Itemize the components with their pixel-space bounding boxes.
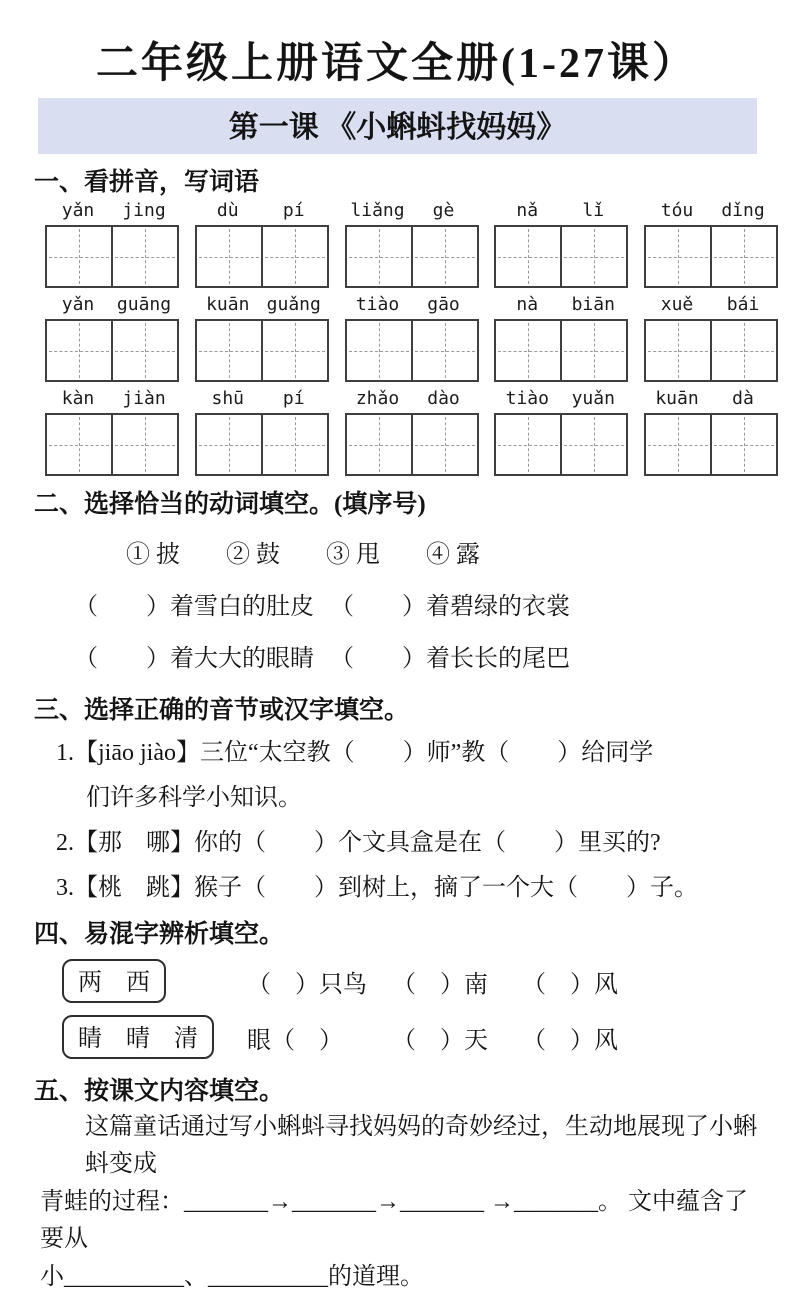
- pinyin-syllable: lǐ: [582, 200, 605, 221]
- pinyin-word-group: [45, 200, 179, 288]
- section-verbs: [0, 484, 793, 673]
- pinyin-labels: [494, 388, 628, 413]
- writing-cell: [411, 415, 477, 474]
- verb-options: [126, 534, 793, 569]
- writing-cell: [197, 415, 261, 474]
- writing-cell: [411, 227, 477, 286]
- choice-item-line: 3.【桃 跳】猴子（ ）到树上，摘了一个大（ ）子。: [56, 875, 698, 901]
- writing-cell: [710, 227, 776, 286]
- writing-cell: [560, 321, 626, 380]
- pinyin-word-group: [45, 294, 179, 382]
- pinyin-syllable: nà: [516, 294, 539, 315]
- pinyin-row: [45, 294, 778, 382]
- writing-cell: [646, 321, 710, 380]
- pinyin-syllable: kuān: [655, 388, 699, 409]
- section-mix: [0, 914, 793, 1059]
- pinyin-syllable: guǎng: [266, 294, 321, 315]
- writing-box-pair: [195, 225, 329, 288]
- writing-box-pair: [345, 319, 479, 382]
- pinyin-syllable: xuě: [660, 294, 694, 315]
- mix-rows: [0, 959, 793, 1059]
- verb-fill-item: （ ）着碧绿的衣裳: [330, 594, 570, 620]
- pinyin-labels: [45, 388, 179, 413]
- pinyin-syllable: tiào: [505, 388, 549, 409]
- writing-cell: [347, 227, 411, 286]
- mix-fill-item: （ ）南: [392, 971, 488, 998]
- writing-cell: [111, 321, 177, 380]
- mix-fill-item: （ ）风: [522, 1027, 618, 1054]
- pinyin-syllable: dào: [427, 388, 460, 409]
- pinyin-word-group: [345, 388, 479, 476]
- section-pinyin-heading: 一、看拼音，写词语: [34, 169, 260, 196]
- mix-fill-item: （ ）只鸟: [247, 971, 367, 998]
- writing-cell: [197, 227, 261, 286]
- writing-box-pair: [345, 413, 479, 476]
- pinyin-syllable: yǎn: [61, 294, 95, 315]
- pinyin-syllable: pí: [282, 200, 305, 221]
- section-pinyin: [0, 162, 793, 476]
- pinyin-word-group: [345, 294, 479, 382]
- pinyin-word-group: [345, 200, 479, 288]
- pinyin-syllable: liǎng: [350, 200, 405, 221]
- writing-cell: [47, 227, 111, 286]
- pinyin-labels: [644, 200, 778, 225]
- writing-box-pair: [644, 319, 778, 382]
- writing-cell: [47, 415, 111, 474]
- writing-box-pair: [45, 413, 179, 476]
- writing-cell: [197, 321, 261, 380]
- pinyin-syllable: shū: [211, 388, 244, 409]
- pinyin-syllable: pí: [282, 388, 305, 409]
- pinyin-row: [45, 200, 778, 288]
- writing-cell: [560, 227, 626, 286]
- section-choice-heading: 三、选择正确的音节或汉字填空。: [34, 697, 410, 724]
- pinyin-syllable: kàn: [61, 388, 95, 409]
- writing-cell: [710, 321, 776, 380]
- lesson-banner: [38, 98, 757, 154]
- pinyin-syllable: tóu: [660, 200, 694, 221]
- choice-items: [0, 735, 793, 906]
- writing-cell: [560, 415, 626, 474]
- pinyin-labels: [494, 294, 628, 319]
- verb-option: ② 鼓: [226, 542, 280, 568]
- pinyin-syllable: kuān: [206, 294, 250, 315]
- content-paragraph: [0, 1109, 793, 1296]
- pinyin-syllable: bái: [726, 294, 760, 315]
- mix-fill-item: 眼（ ）: [247, 1027, 343, 1054]
- option-box-wrap: [62, 1015, 247, 1059]
- writing-box-pair: [494, 225, 628, 288]
- option-box: 睛 晴 清: [62, 1015, 214, 1059]
- writing-cell: [261, 227, 327, 286]
- pinyin-word-group: [644, 294, 778, 382]
- pinyin-word-group: [45, 388, 179, 476]
- writing-cell: [496, 415, 560, 474]
- verb-fill-item: （ ）着长长的尾巴: [330, 646, 570, 672]
- content-line: 小__________、__________的道理。: [40, 1264, 424, 1290]
- pinyin-syllable: dǐng: [721, 200, 765, 221]
- pinyin-labels: [195, 200, 329, 225]
- pinyin-word-group: [195, 294, 329, 382]
- pinyin-syllable: biān: [571, 294, 615, 315]
- section-content-heading: 五、按课文内容填空。: [34, 1078, 285, 1105]
- pinyin-syllable: zhǎo: [355, 388, 400, 409]
- mix-fill-item: （ ）风: [522, 971, 618, 998]
- writing-box-pair: [195, 413, 329, 476]
- verb-option: ④ 露: [426, 542, 480, 568]
- pinyin-word-group: [494, 388, 628, 476]
- mix-row: [62, 1015, 793, 1059]
- pinyin-labels: [494, 200, 628, 225]
- pinyin-word-group: [494, 294, 628, 382]
- pinyin-syllable: nǎ: [516, 200, 539, 221]
- worksheet-page: [0, 30, 793, 1290]
- verb-fill-item: （ ）着雪白的肚皮: [74, 594, 314, 620]
- section-choice: [0, 690, 793, 906]
- content-line: 青蛙的过程：_______→_______→_______ →_______。 文中蕴含了要从: [40, 1189, 748, 1252]
- writing-cell: [411, 321, 477, 380]
- writing-cell: [496, 321, 560, 380]
- pinyin-labels: [345, 294, 479, 319]
- choice-item-line: 1.【jiāo jiào】三位“太空教（ ）师”教（ ）给同学: [56, 740, 654, 766]
- pinyin-syllable: jing: [122, 200, 166, 221]
- writing-cell: [646, 415, 710, 474]
- pinyin-syllable: dù: [216, 200, 239, 221]
- content-line: 这篇童话通过写小蝌蚪寻找妈妈的奇妙经过，生动地展现了小蝌蚪变成: [85, 1114, 757, 1177]
- writing-cell: [496, 227, 560, 286]
- writing-box-pair: [345, 225, 479, 288]
- pinyin-syllable: dà: [732, 388, 754, 409]
- writing-cell: [111, 227, 177, 286]
- pinyin-labels: [45, 294, 179, 319]
- pinyin-row: [45, 388, 778, 476]
- writing-box-pair: [45, 225, 179, 288]
- verb-fill-line: [74, 638, 793, 673]
- pinyin-syllable: yǎn: [61, 200, 95, 221]
- pinyin-word-group: [644, 388, 778, 476]
- pinyin-word-group: [644, 200, 778, 288]
- writing-cell: [261, 321, 327, 380]
- pinyin-grid: [45, 200, 778, 476]
- option-box-wrap: [62, 959, 247, 1003]
- pinyin-syllable: yuǎn: [571, 388, 615, 409]
- writing-box-pair: [195, 319, 329, 382]
- option-box: 两 西: [62, 959, 166, 1003]
- writing-box-pair: [494, 319, 628, 382]
- mix-row: [62, 959, 793, 1003]
- writing-cell: [47, 321, 111, 380]
- section-content: [0, 1071, 793, 1296]
- choice-item-line: 2.【那 哪】你的（ ）个文具盒是在（ ）里买的?: [56, 830, 661, 856]
- pinyin-syllable: gāo: [427, 294, 460, 315]
- pinyin-labels: [345, 200, 479, 225]
- verb-option: ③ 甩: [326, 542, 380, 568]
- pinyin-syllable: gè: [432, 200, 455, 221]
- section-verbs-heading: 二、选择恰当的动词填空。(填序号): [34, 491, 426, 518]
- pinyin-syllable: jiàn: [122, 388, 166, 409]
- mix-fill-item: （ ）天: [392, 1027, 488, 1054]
- writing-cell: [646, 227, 710, 286]
- choice-item-line: 们许多科学小知识。: [86, 785, 302, 811]
- pinyin-labels: [644, 388, 778, 413]
- pinyin-word-group: [195, 388, 329, 476]
- section-mix-heading: 四、易混字辨析填空。: [34, 921, 285, 948]
- writing-cell: [710, 415, 776, 474]
- writing-cell: [111, 415, 177, 474]
- page-title: 二年级上册语文全册(1-27课）: [96, 41, 697, 87]
- pinyin-labels: [345, 388, 479, 413]
- writing-cell: [261, 415, 327, 474]
- writing-box-pair: [644, 413, 778, 476]
- writing-box-pair: [644, 225, 778, 288]
- writing-cell: [347, 321, 411, 380]
- pinyin-word-group: [494, 200, 628, 288]
- pinyin-labels: [644, 294, 778, 319]
- verb-fill-item: （ ）着大大的眼睛: [74, 646, 314, 672]
- verb-option: ① 披: [126, 542, 180, 568]
- verb-fill-line: [74, 586, 793, 621]
- lesson-banner-text: 第一课 《小蝌蚪找妈妈》: [228, 111, 567, 144]
- pinyin-syllable: tiào: [355, 294, 400, 315]
- pinyin-word-group: [195, 200, 329, 288]
- verb-lines: [0, 586, 793, 673]
- pinyin-labels: [45, 200, 179, 225]
- pinyin-labels: [195, 294, 329, 319]
- writing-cell: [347, 415, 411, 474]
- writing-box-pair: [45, 319, 179, 382]
- writing-box-pair: [494, 413, 628, 476]
- pinyin-labels: [195, 388, 329, 413]
- pinyin-syllable: guāng: [116, 294, 172, 315]
